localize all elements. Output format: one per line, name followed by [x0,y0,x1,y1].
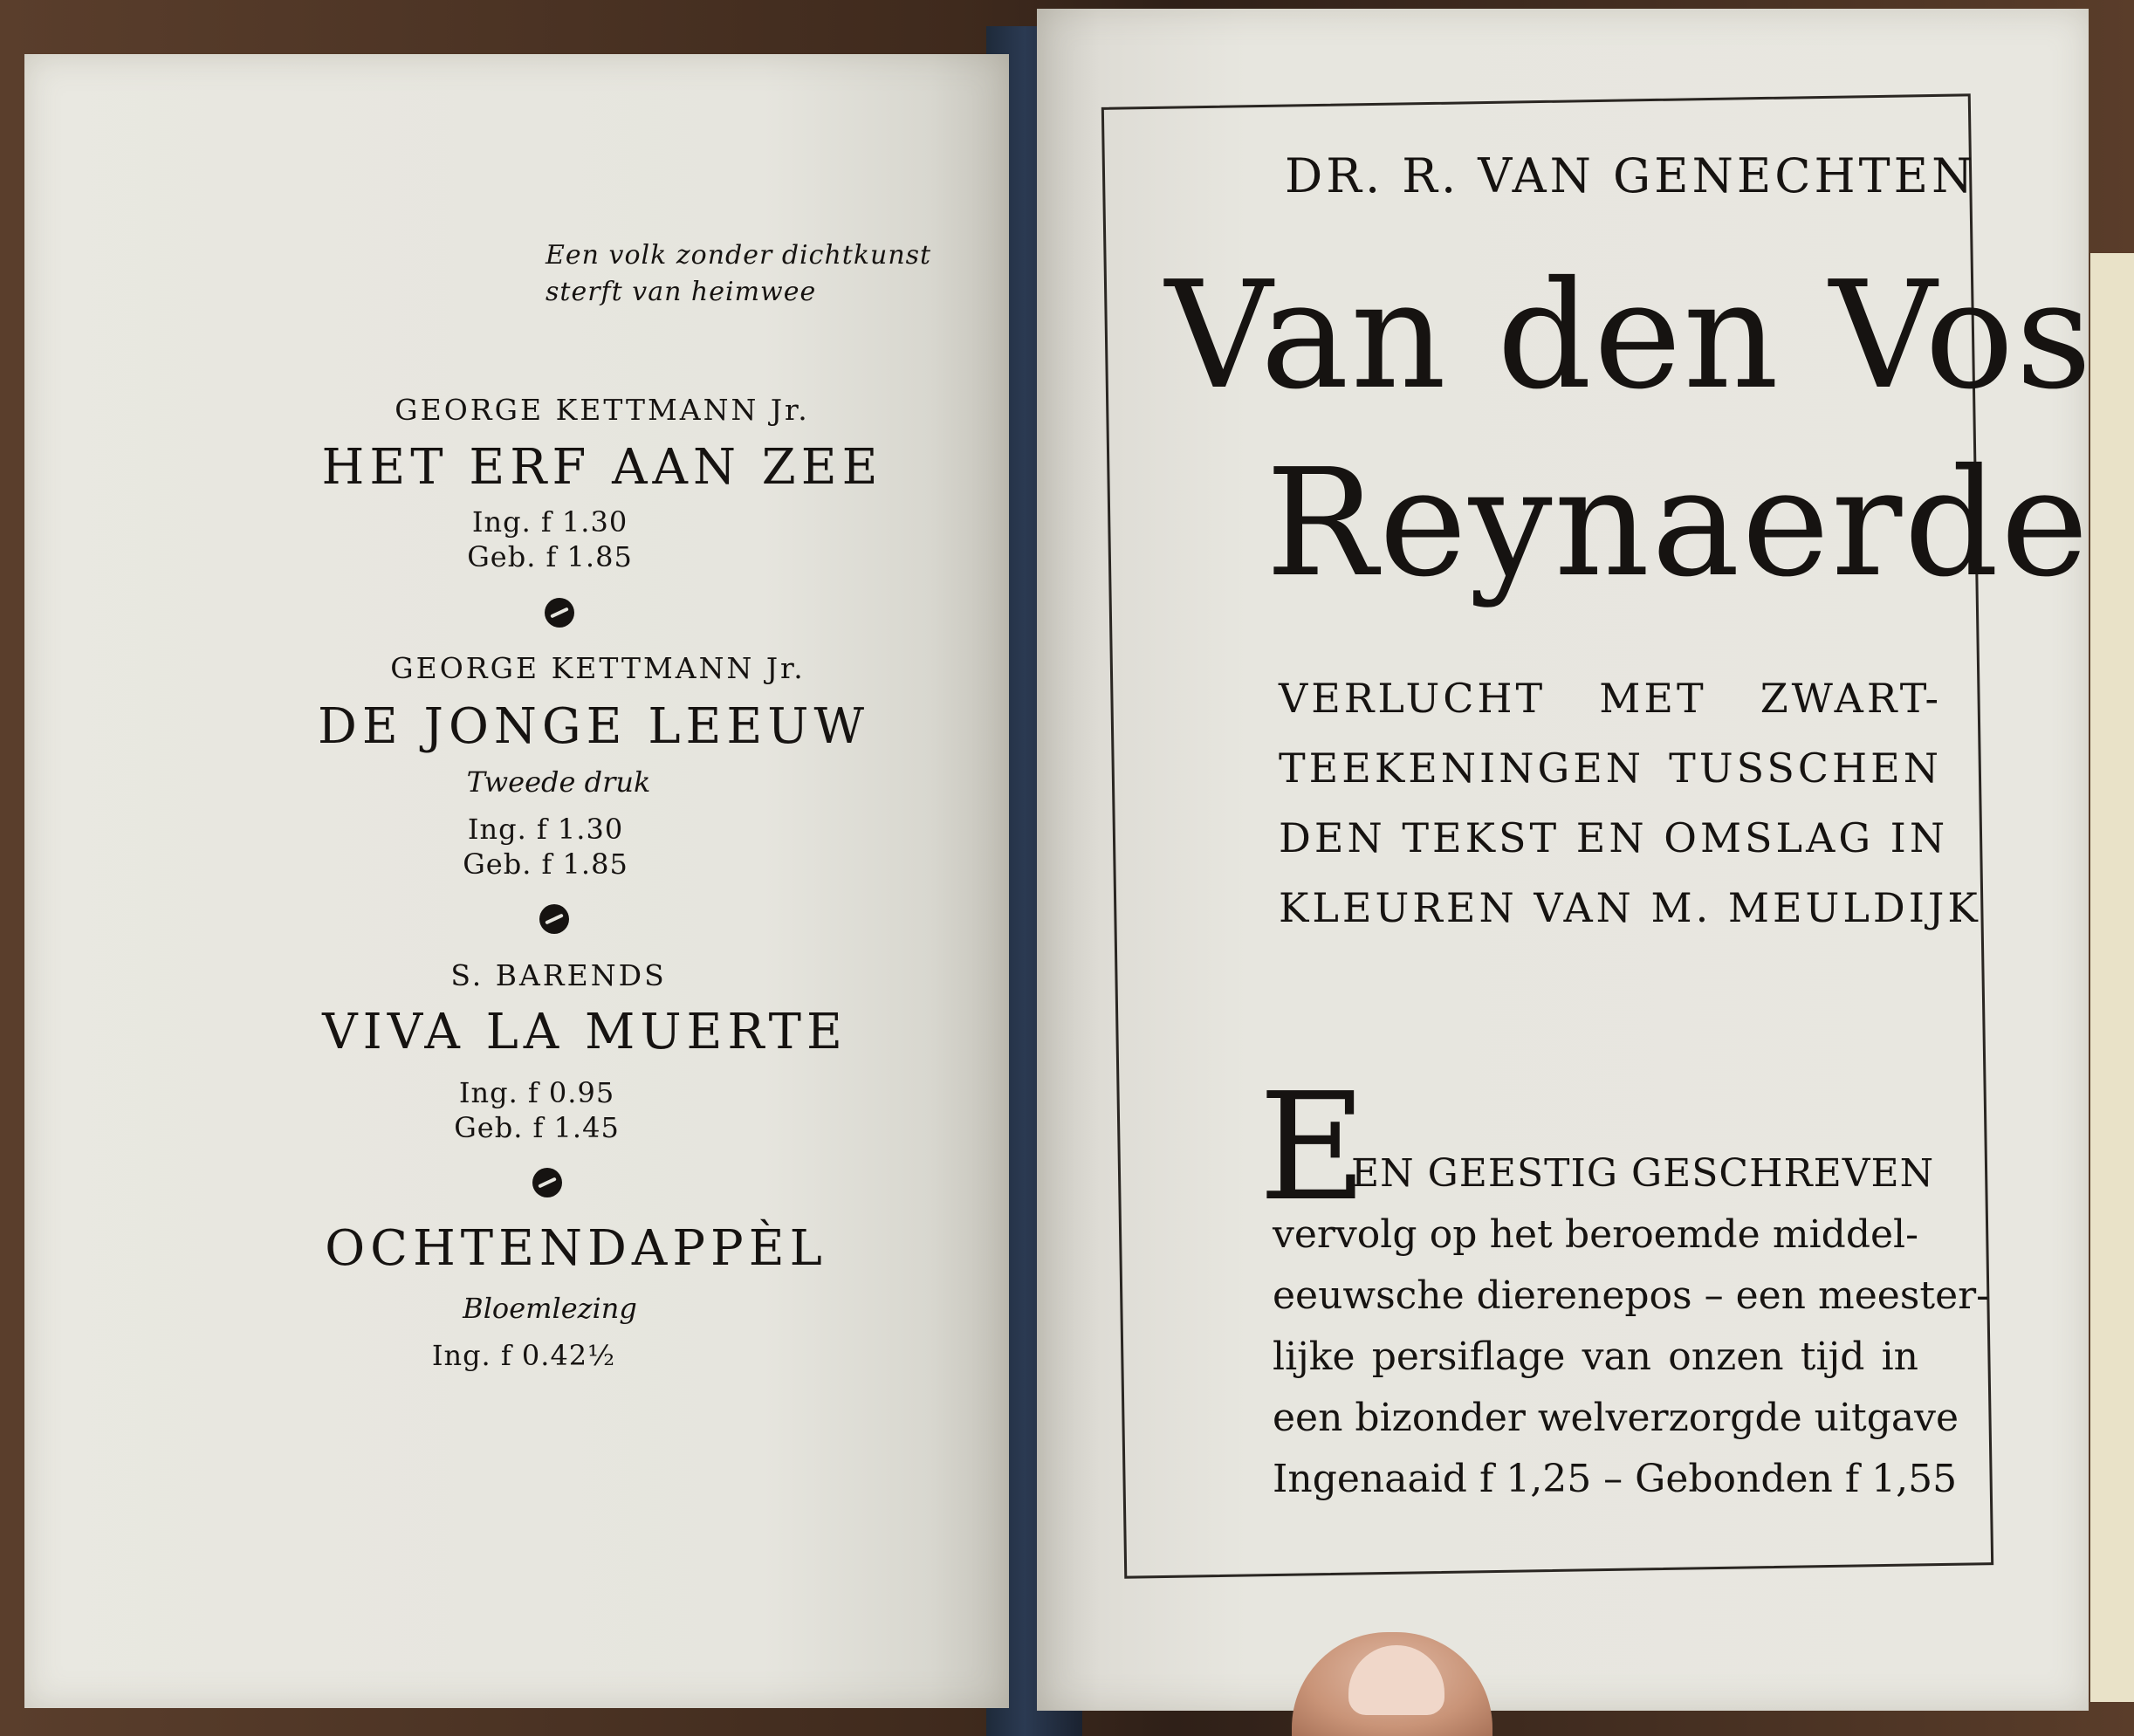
right-title-line1: Van den Vos [1165,250,2094,422]
book-prices [397,1075,676,1145]
price-line: Ing. f 0.42½ [431,1339,616,1372]
price-line: Ing. f 0.95 [458,1076,615,1109]
drop-cap: E [1259,1061,1368,1234]
price-line: Geb. f 1.45 [454,1111,620,1144]
description-line: een bizonder welverzorgde uitgave [1273,1396,1959,1440]
book-note: Bloemlezing [463,1292,637,1325]
paper-edge [2090,253,2134,1702]
description-line: Ingenaaid f 1,25 – Gebonden f 1,55 [1273,1457,1958,1501]
right-author: DR. R. VAN GENECHTEN [1285,148,1977,203]
subtitle-line: DEN TEKST EN OMSLAG IN [1279,814,1949,861]
description-block [1273,1143,1990,1510]
book-author: GEORGE KETTMANN Jr. [395,393,810,427]
description-line: eeuwsche dierenepos – een meester- [1273,1273,1990,1318]
description-line: EN GEESTIG GESCHREVEN [1351,1151,1935,1196]
right-title-line2: Reynaerde [1266,437,2090,610]
price-line: Ing. f 1.30 [471,505,628,539]
motto [546,237,947,311]
motto-line: sterft van heimwee [546,277,817,307]
subtitle-block [1279,663,1981,943]
book-title: DE JONGE LEEUW [317,698,870,755]
price-line: Geb. f 1.85 [463,847,628,881]
book-author: S. BARENDS [450,958,667,992]
book-title: HET ERF AAN ZEE [321,439,883,496]
description-line: vervolg op het beroemde middel- [1273,1212,1918,1257]
description-line: lijke persiflage van onzen tijd in [1273,1335,1918,1379]
subtitle-line: VERLUCHT MET ZWART- [1279,675,1942,722]
ornament-icon [545,598,574,628]
ornament-icon [532,1168,562,1197]
book-prices [406,812,685,882]
book-author: GEORGE KETTMANN Jr. [390,651,806,685]
ornament-icon [539,904,569,934]
subtitle-line: TEEKENINGEN TUSSCHEN [1279,744,1942,792]
book-prices [410,504,690,574]
book-title: OCHTENDAPPÈL [325,1220,827,1277]
price-line: Geb. f 1.85 [467,540,633,573]
book-title: VIVA LA MUERTE [322,1004,847,1060]
motto-line: Een volk zonder dichtkunst [546,240,932,271]
book-prices [384,1338,663,1373]
price-line: Ing. f 1.30 [467,813,624,846]
book-note: Tweede druk [466,765,651,799]
subtitle-line: KLEUREN VAN M. MEULDIJK [1279,884,1981,931]
